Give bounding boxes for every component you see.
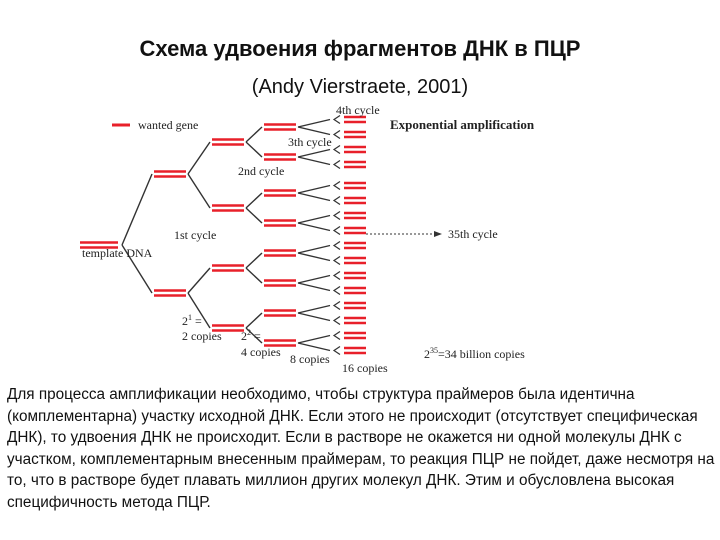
branch-c3-4 [246, 253, 262, 268]
chevron-c4-1 [334, 131, 340, 139]
cycle-label-3: 3th cycle [288, 135, 332, 149]
chevron-c4-5 [334, 197, 340, 205]
chevron-c4-11 [334, 287, 340, 295]
copies-label-35: $2^{35}=34$ billion copies [424, 346, 525, 361]
branch-c4-14 [298, 336, 330, 344]
branch-c4-7 [298, 223, 330, 231]
template-dna-label: template DNA [82, 246, 153, 260]
slide-title: Схема удвоения фрагментов ДНК в ПЦР [139, 36, 581, 61]
branch-c4-12 [298, 306, 330, 314]
copies-label-1: 2 copies [182, 329, 222, 343]
branch-c4-5 [298, 193, 330, 201]
chevron-c4-10 [334, 272, 340, 280]
branch-c4-8 [298, 246, 330, 254]
cycle-label-4: 4th cycle [336, 103, 380, 117]
chevron-c4-3 [334, 161, 340, 169]
chevron-c4-12 [334, 302, 340, 310]
branch-c4-10 [298, 276, 330, 284]
legend-label: wanted gene [138, 118, 199, 132]
chevron-c4-15 [334, 347, 340, 355]
chevron-c4-2 [334, 146, 340, 154]
chevron-c4-4 [334, 182, 340, 190]
branch-c3-3 [246, 208, 262, 223]
branch-lines-layer [122, 116, 340, 355]
branch-c4-2 [298, 150, 330, 158]
chevron-c4-8 [334, 242, 340, 250]
dna-strands-layer [80, 117, 366, 353]
chevron-c4-7 [334, 227, 340, 235]
pcr-amplification-diagram [70, 100, 570, 375]
copies-label-4: 16 copies [342, 361, 388, 375]
cycle-label-35: 35th cycle [448, 227, 498, 241]
branch-c2-0 [188, 142, 210, 174]
chevron-c4-14 [334, 332, 340, 340]
cycle-label-1: 1st cycle [174, 228, 217, 242]
copies-label-1-eq: $2^1$ = [182, 313, 202, 328]
branch-c4-11 [298, 283, 330, 291]
chevron-c4-6 [334, 212, 340, 220]
description-text: Для процесса амплификации необходимо, чтобы структура праймеров была идентична (комплементарна) участку исходной ДНК. Если этого не происходит (отсутствует специфическая ДНК), то удвоения ДНК не происходит. Если в растворе не окажется ни одной молекулы ДНК с участком, комплементарным внесенным праймерам, то реакция ПЦР не пойдет, даже несмотря на то, что в растворе будет плавать миллион других молекул ДНК. Этим и обусловлена высокая специфичность метода ПЦР. [7, 386, 715, 511]
amplification-arrowhead [434, 231, 442, 237]
copies-label-2: 4 copies [241, 345, 281, 359]
branch-c4-0 [298, 120, 330, 128]
branch-c4-4 [298, 186, 330, 194]
chevron-c4-9 [334, 257, 340, 265]
branch-c4-9 [298, 253, 330, 261]
branch-c3-5 [246, 268, 262, 283]
copies-label-3: 8 copies [290, 352, 330, 366]
cycle-label-2: 2nd cycle [238, 164, 285, 178]
chevron-c4-13 [334, 317, 340, 325]
branch-c4-13 [298, 313, 330, 321]
branch-c4-15 [298, 343, 330, 351]
slide-subtitle: (Andy Vierstraete, 2001) [251, 76, 469, 98]
branch-c2-2 [188, 268, 210, 293]
branch-c4-6 [298, 216, 330, 224]
branch-c4-1 [298, 127, 330, 135]
branch-c2-1 [188, 174, 210, 208]
branch-c3-2 [246, 193, 262, 208]
branch-c4-3 [298, 157, 330, 165]
branch-c3-6 [246, 313, 262, 328]
branch-c3-1 [246, 142, 262, 157]
copies-label-2-eq: $2^2$ = [241, 328, 261, 343]
branch-c3-0 [246, 127, 262, 142]
branch-c1-0 [122, 174, 152, 245]
diagram-heading: Exponential amplification [390, 117, 535, 132]
